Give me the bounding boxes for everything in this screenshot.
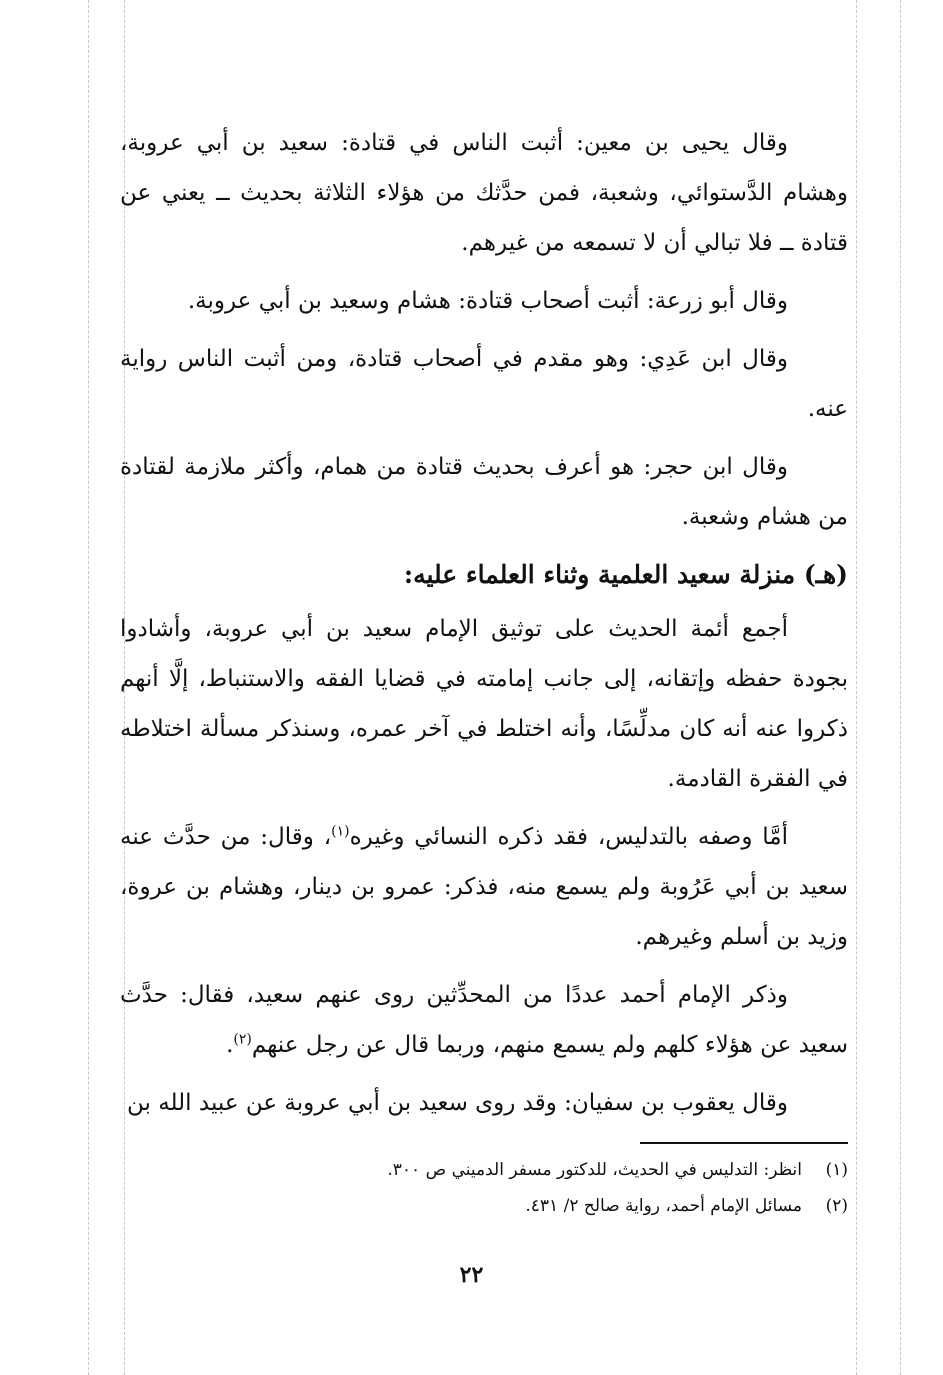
footnote-number: (١) [825,1160,848,1180]
paragraph-text: ، وقال: من حدَّث عنه سعيد بن أبي عَرُوبة ولم يسمع منه، فذكر: عمرو بن دينار، وهشام بن عروة، وزيد بن أسلم وغيرهم. [120,824,848,950]
paragraph-abu-zura: وقال أبو زرعة: أثبت أصحاب قتادة: هشام وسعيد بن أبي عروبة. [187,288,788,314]
margin-guide-line [88,0,89,1375]
margin-guide-line [856,0,857,1375]
footnote-number: (٢) [825,1196,848,1216]
paragraph-text: . [226,1032,234,1058]
footnote-item [120,1188,848,1224]
footnote-marker[interactable]: (٢) [233,1031,252,1048]
margin-guide-line [900,0,901,1375]
paragraph-ibn-adi: وقال ابن عَدِي: وهو مقدم في أصحاب قتادة، ومن أثبت الناس رواية عنه. [120,346,848,422]
paragraph-ibn-hajar: وقال ابن حجر: هو أعرف بحديث قتادة من همام، وأكثر ملازمة لقتادة من هشام وشعبة. [120,454,848,530]
paragraph-yaqub: وقال يعقوب بن سفيان: وقد روى سعيد بن أبي عروبة عن عبيد الله بن [127,1090,788,1116]
footnotes [120,1152,848,1224]
paragraph-consensus: أجمع أئمة الحديث على توثيق الإمام سعيد بن أبي عروبة، وأشادوا بجودة حفظه وإتقانه، إلى جانب إمامته في قضايا الفقه والاستنباط، إلَّا أنهم ذكروا عنه أنه كان مدلِّسًا، وأنه اختلط في آخر عمره، وسنذكر مسألة اختلاطه في الفقرة القادمة. [120,616,848,792]
paragraph-yahya: وقال يحيى بن معين: أثبت الناس في قتادة: سعيد بن أبي عروبة، وهشام الدَّستوائي، وشعبة، فمن حدَّثك من هؤلاء الثلاثة بحديث ــ يعني عن قتادة ــ فلا تبالي أن لا تسمعه من غيرهم. [120,130,848,256]
paragraph-tadlis [120,812,848,962]
section-heading: (هـ) منزلة سعيد العلمية وثناء العلماء عليه: [403,560,848,589]
footnote-item [120,1152,848,1188]
footnote-marker[interactable]: (١) [331,823,350,840]
paragraph-text: وذكر الإمام أحمد عددًا من المحدِّثين روى عنهم سعيد، فقال: حدَّث سعيد عن هؤلاء كلهم ولم يسمع منهم، وربما قال عن رجل عنهم [120,982,848,1058]
paragraph-text: أمَّا وصفه بالتدليس، فقد ذكره النسائي وغيره [349,824,788,850]
footnote-text: مسائل الإمام أحمد، رواية صالح ٢/ ٤٣١. [525,1196,802,1216]
footnote-separator [640,1142,848,1144]
page-number: ٢٢ [459,1262,484,1288]
paragraph-ahmad [120,970,848,1070]
main-text [120,118,848,1136]
footnote-text: انظر: التدليس في الحديث، للدكتور مسفر الدميني ص ٣٠٠. [387,1160,802,1180]
